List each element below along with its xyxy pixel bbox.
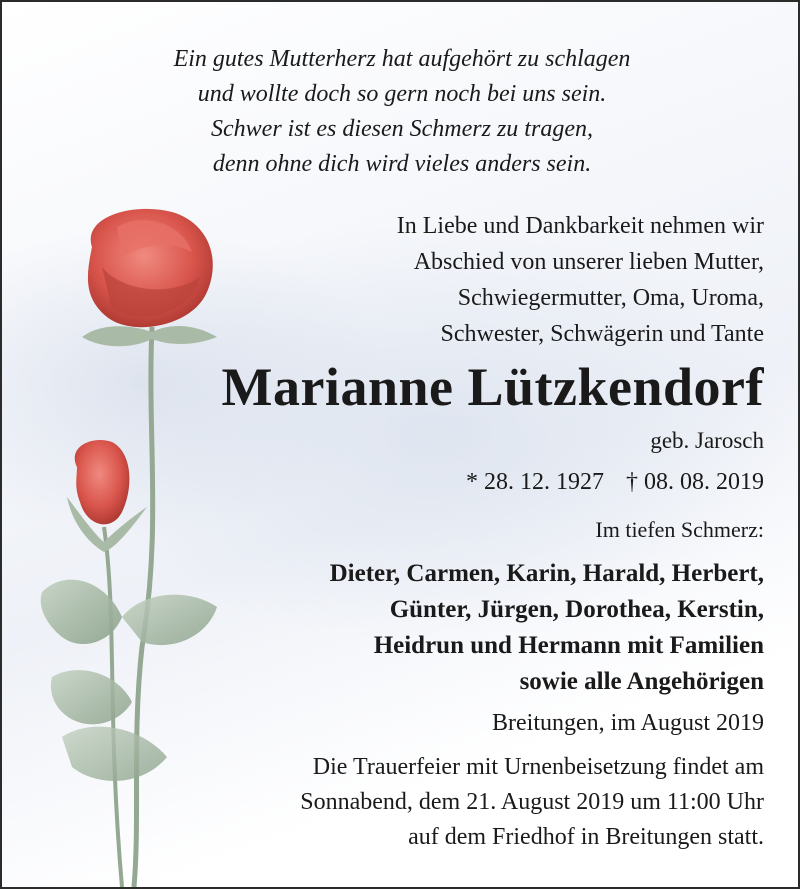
poem-line: Schwer ist es diesen Schmerz zu tragen, <box>211 116 593 142</box>
poem-line: und wollte doch so gern noch bei uns sein. <box>197 81 607 107</box>
intro-line: Schwiegermutter, Oma, Uroma, <box>457 285 764 311</box>
mourners-line: sowie alle Angehörigen <box>519 668 764 695</box>
mourners-line: Günter, Jürgen, Dorothea, Kerstin, <box>389 596 764 623</box>
intro-line: Schwester, Schwägerin und Tante <box>440 321 764 347</box>
poem <box>2 42 800 182</box>
red-roses-icon <box>22 197 282 887</box>
birth-name: geb. Jarosch <box>650 428 764 453</box>
intro-text <box>397 208 764 352</box>
service-line: Die Trauerfeier mit Urnenbeisetzung findet am <box>312 754 764 780</box>
mourners-line: Heidrun und Hermann mit Familien <box>373 632 764 659</box>
poem-line: denn ohne dich wird vieles anders sein. <box>212 151 592 177</box>
service-line: auf dem Friedhof in Breitungen statt. <box>408 824 764 850</box>
deceased-name: Marianne Lützkendorf <box>221 357 764 417</box>
place-date: Breitungen, im August 2019 <box>492 710 764 736</box>
life-dates <box>466 466 764 498</box>
service-info <box>300 750 764 855</box>
mourners-line: Dieter, Carmen, Karin, Harald, Herbert, <box>329 560 764 587</box>
mourners-label: Im tiefen Schmerz: <box>595 517 764 542</box>
poem-line: Ein gutes Mutterherz hat aufgehört zu schlagen <box>173 46 631 72</box>
service-line: Sonnabend, dem 21. August 2019 um 11:00 Uhr <box>300 789 764 815</box>
intro-line: In Liebe und Dankbarkeit nehmen wir <box>396 213 764 239</box>
mourners-list <box>330 556 764 700</box>
death-date: † 08. 08. 2019 <box>626 469 764 495</box>
intro-line: Abschied von unserer lieben Mutter, <box>413 249 764 275</box>
birth-date: * 28. 12. 1927 <box>466 469 604 495</box>
